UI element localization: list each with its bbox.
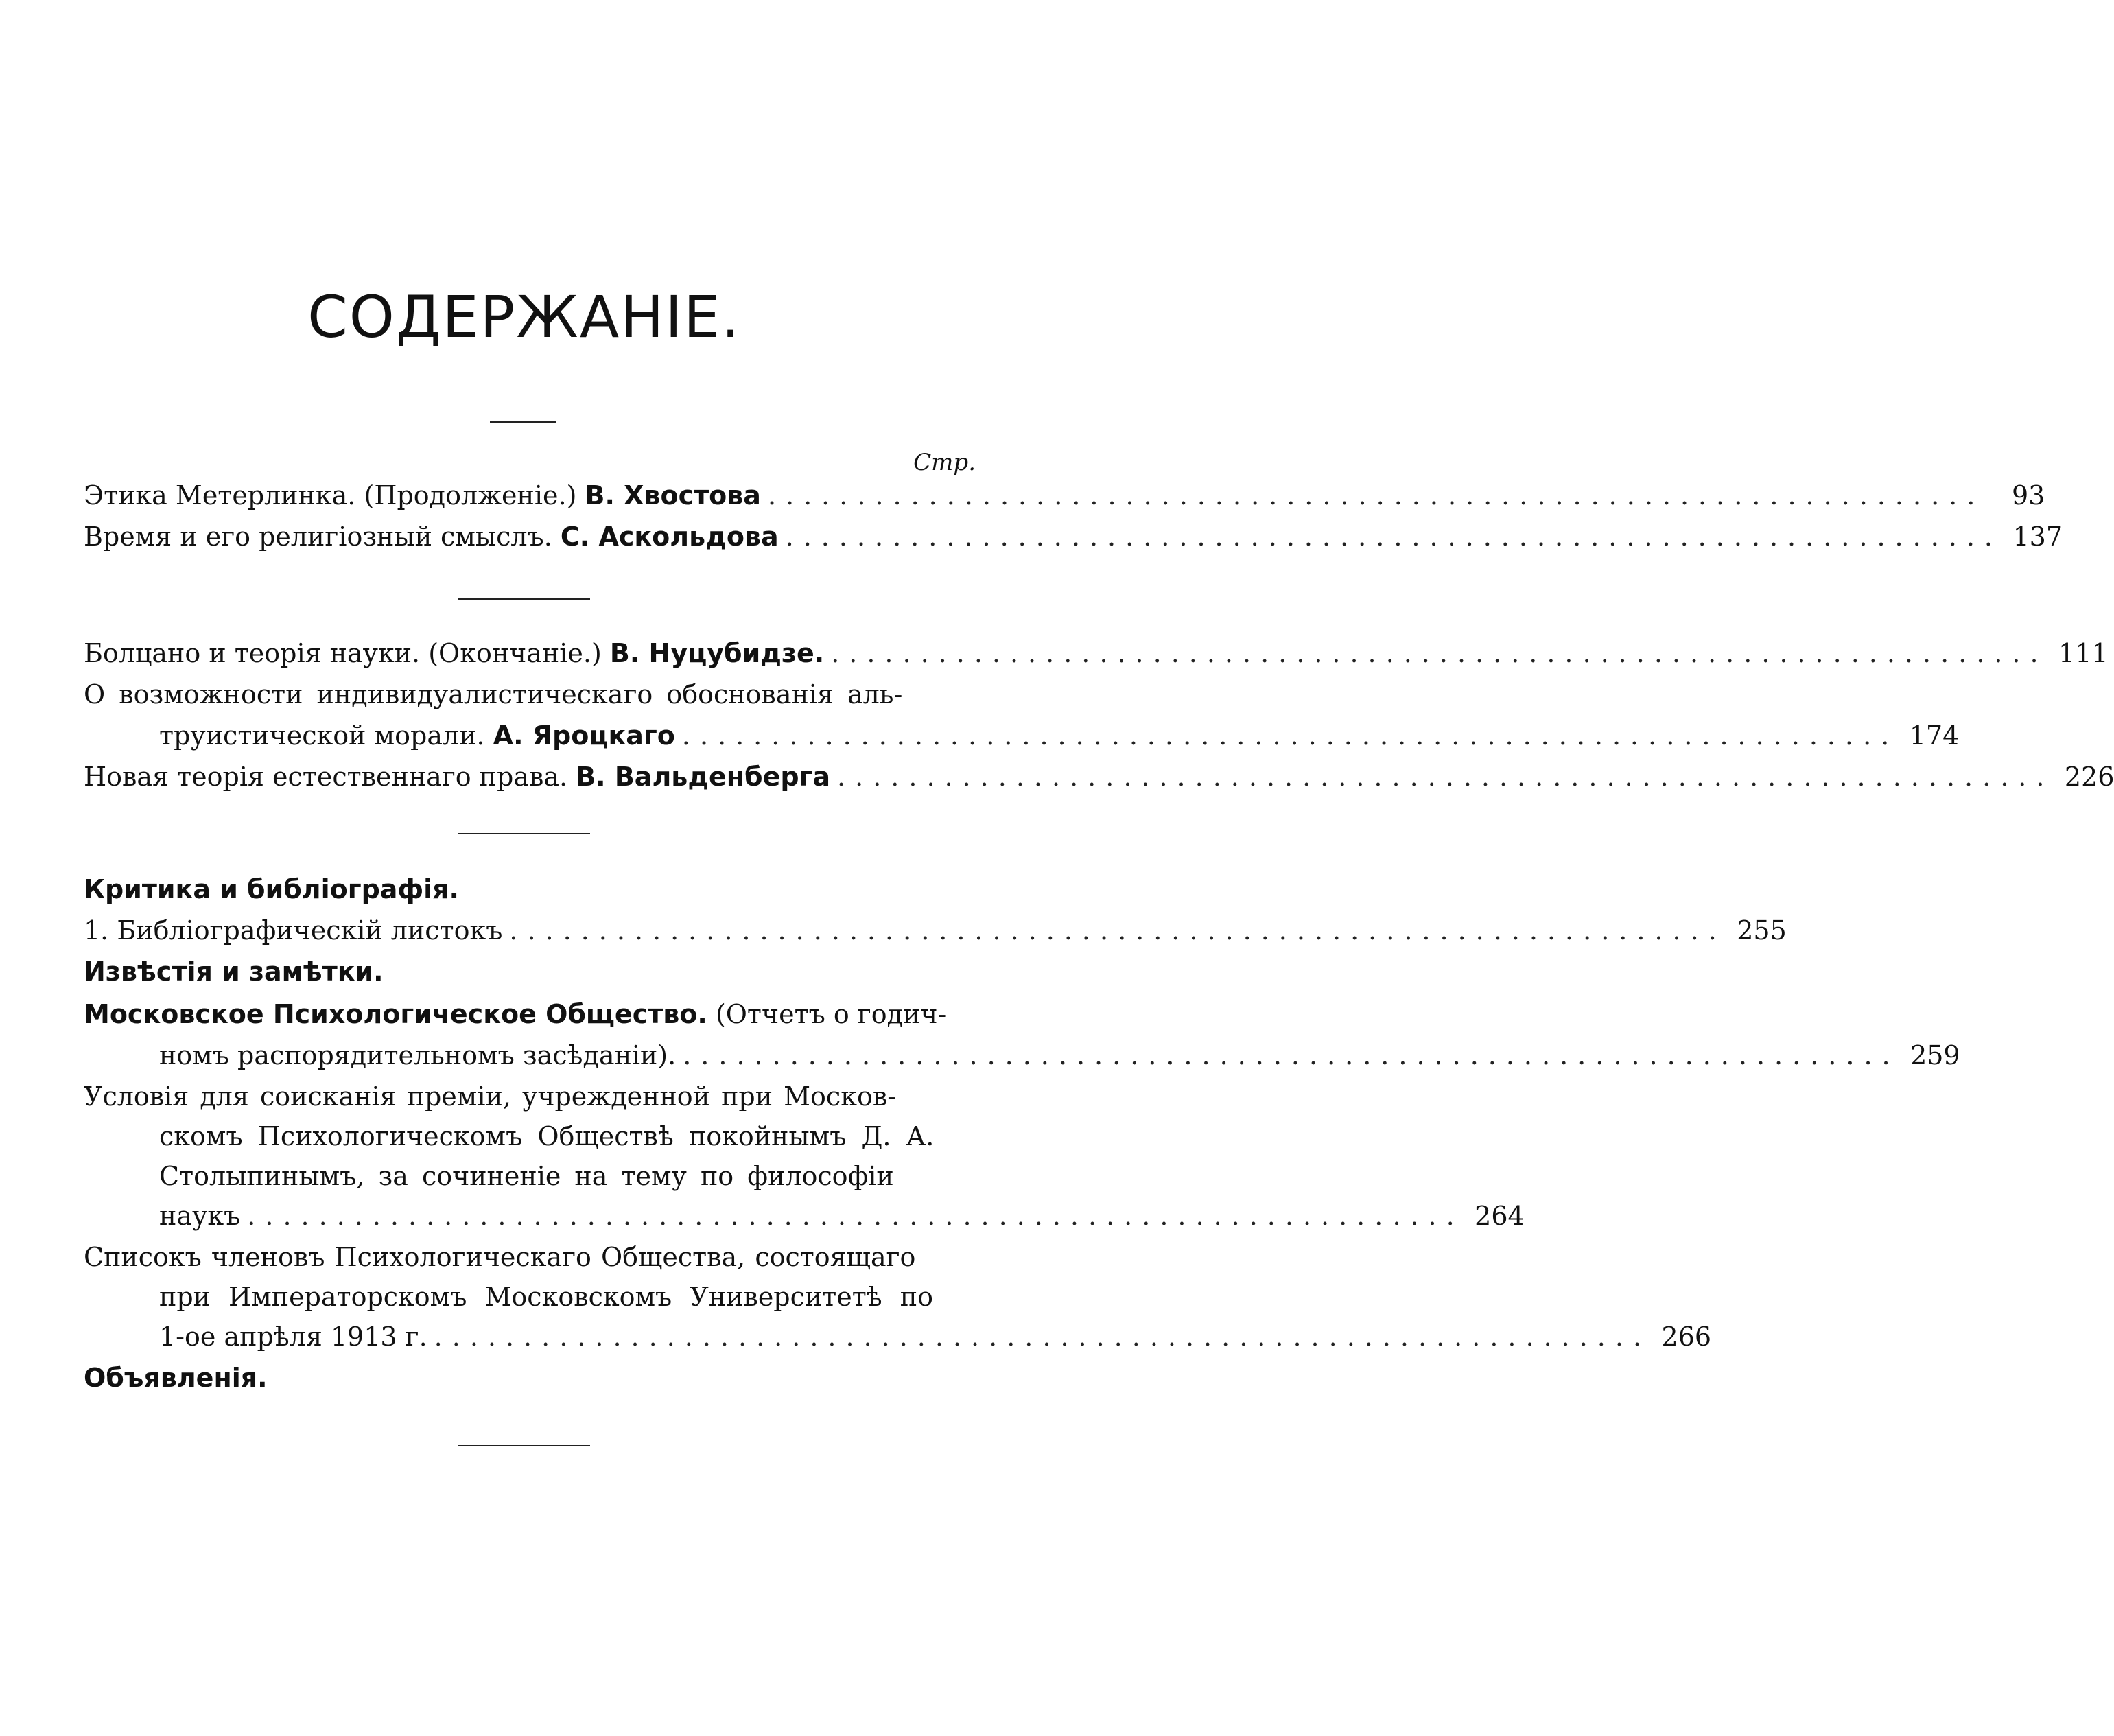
entry-page: 111 xyxy=(2058,638,2109,668)
entry-page: 174 xyxy=(1909,720,1960,751)
toc-entry xyxy=(84,1319,1712,1354)
entry-page: 255 xyxy=(1737,915,1787,946)
entry-title-continued: труистической морали. xyxy=(159,720,485,751)
entry-author: С. Аскольдова xyxy=(560,521,779,552)
entry-title: Условія для соисканія преміи, учрежденной при Москов- xyxy=(84,1081,897,1112)
heading-news: Извѣстія и замѣтки. xyxy=(84,957,384,987)
entry-author: В. Нуцубидзе. xyxy=(609,638,825,668)
toc-entry-line xyxy=(84,1118,978,1154)
toc-entry xyxy=(84,478,2045,513)
entry-title: Болцано и теорія науки. (Окончаніе.) xyxy=(84,638,602,668)
entry-title-continued: при Императорскомъ Московскомъ Университетѣ по xyxy=(159,1282,933,1312)
heading-announcements: Объявленія. xyxy=(84,1363,268,1393)
entry-author: В. Вальденберга xyxy=(576,762,831,792)
entry-page: 137 xyxy=(2012,521,2063,552)
toc-entry-line xyxy=(84,1239,978,1275)
divider xyxy=(458,833,590,834)
toc-entry-line xyxy=(84,1279,978,1315)
divider-bottom xyxy=(458,1445,590,1446)
toc-entry-line xyxy=(84,996,978,1032)
leader-dots: .................................................................... xyxy=(434,1322,1652,1352)
entry-page: 264 xyxy=(1475,1201,1525,1231)
entry-title-continued: номъ распорядительномъ засѣданіи). xyxy=(159,1040,677,1070)
entry-title: Этика Метерлинка. (Продолженіе.) xyxy=(84,480,577,511)
entry-page: 266 xyxy=(1661,1322,1712,1352)
toc-entry xyxy=(84,759,2114,795)
section-heading xyxy=(84,1360,978,1396)
entry-author: А. Яроцкаго xyxy=(493,720,675,751)
entry-page: 226 xyxy=(2064,762,2114,792)
toc-entry xyxy=(84,635,2109,671)
entry-author: В. Хвостова xyxy=(585,480,761,511)
leader-dots: .................................................................... xyxy=(683,1040,1900,1070)
entry-title: О возможности индивидуалистическаго обоснованія аль- xyxy=(84,679,903,709)
toc-entry-line xyxy=(84,677,978,712)
section-heading xyxy=(84,954,978,989)
toc-entry-line xyxy=(84,1079,978,1114)
divider xyxy=(458,598,590,600)
leader-dots: .................................................................... xyxy=(785,521,2003,552)
page-column-label: Стр. xyxy=(913,449,976,476)
entry-page: 93 xyxy=(2011,480,2045,511)
entry-title: Время и его религіозный смыслъ. xyxy=(84,521,552,552)
leader-dots: .................................................................... xyxy=(509,915,1726,946)
entry-title: 1. Библіографическій листокъ xyxy=(84,915,503,946)
leader-dots: .................................................................... xyxy=(831,638,2048,668)
toc-entry xyxy=(84,913,1787,948)
entry-title-continued: наукъ xyxy=(159,1201,241,1231)
leader-dots: .................................................................... xyxy=(681,720,1899,751)
entry-society: Московское Психологическое Общество. xyxy=(84,999,707,1029)
page-title: СОДЕРЖАНІЕ. xyxy=(307,283,741,351)
leader-dots: .................................................................... xyxy=(247,1201,1464,1231)
heading-criticism: Критика и библіографія. xyxy=(84,874,459,904)
leader-dots: .................................................................... xyxy=(837,762,2054,792)
toc-entry xyxy=(84,519,2063,554)
toc-entry xyxy=(84,718,1960,753)
section-heading xyxy=(84,871,978,907)
entry-title: (Отчетъ о годич- xyxy=(715,999,947,1029)
toc-entry xyxy=(84,1198,1525,1234)
entry-title: Списокъ членовъ Психологическаго Общества, состоящаго xyxy=(84,1242,916,1272)
toc-entry-line xyxy=(84,1158,978,1194)
entry-title: Новая теорія естественнаго права. xyxy=(84,762,568,792)
entry-title-continued: скомъ Психологическомъ Обществѣ покойнымъ Д. А. xyxy=(159,1121,935,1151)
divider-top xyxy=(490,421,556,423)
toc-entry xyxy=(84,1037,1960,1073)
entry-title-continued: Столыпинымъ, за сочиненіе на тему по философіи xyxy=(159,1161,894,1191)
leader-dots: .................................................................... xyxy=(767,480,1985,511)
entry-page: 259 xyxy=(1910,1040,1960,1070)
entry-title-continued: 1-ое апрѣля 1913 г. xyxy=(159,1322,427,1352)
